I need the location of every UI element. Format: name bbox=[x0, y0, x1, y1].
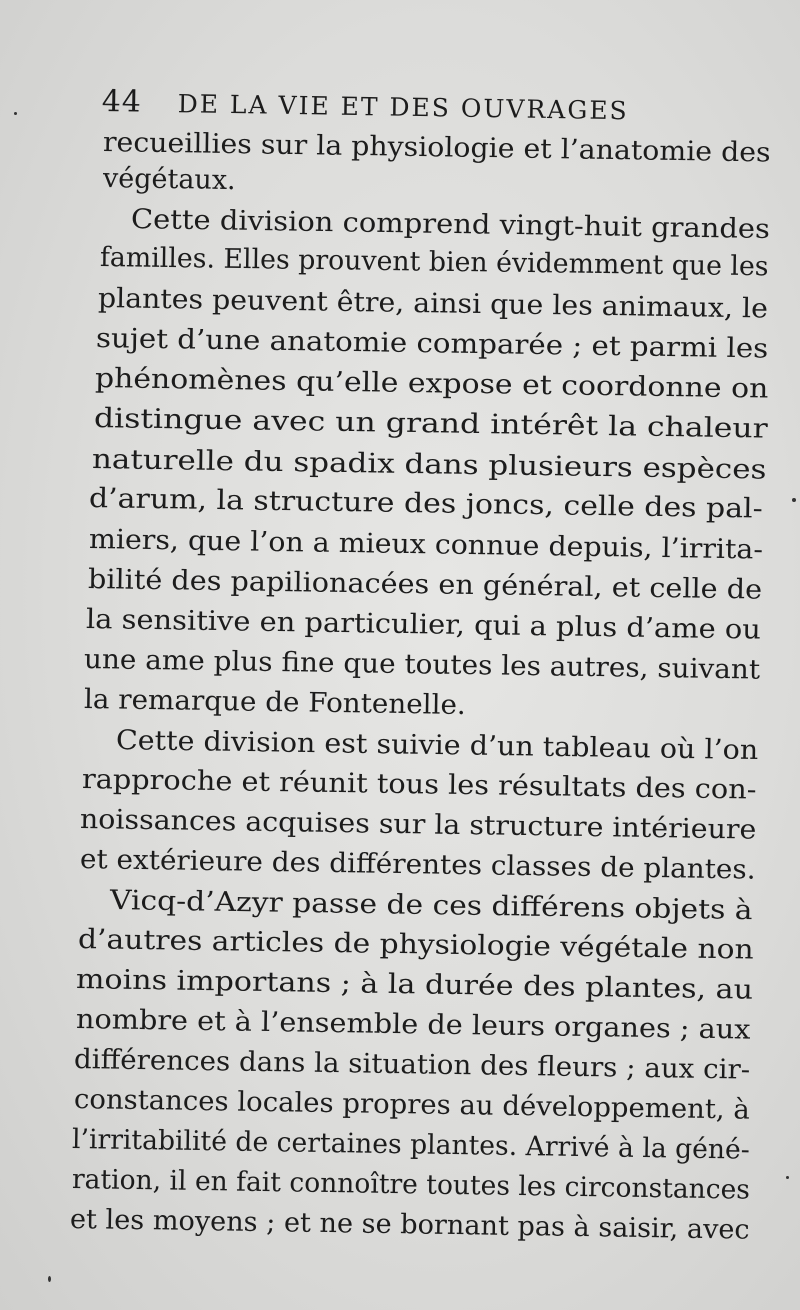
text-line: moins importans ; à la durée des plantes, au bbox=[75, 964, 754, 1006]
text-line: recueillies sur la physiologie et l’anatomie des bbox=[102, 127, 771, 169]
text-line: une ame plus fine que toutes les autres, suivant bbox=[83, 644, 761, 686]
text-line: nombre et à l’ensemble de leurs organes ; aux bbox=[75, 1004, 751, 1046]
running-title: DE LA VIE ET DES OUVRAGES bbox=[177, 89, 629, 126]
text-line: la remarque de Fontenelle. bbox=[83, 684, 467, 721]
text-line: végétaux. bbox=[102, 163, 236, 197]
text-line: sujet d’une anatomie comparée ; et parmi les bbox=[95, 323, 769, 365]
text-line: naturelle du spadix dans plusieurs espèces bbox=[91, 444, 767, 486]
text-line: Cette division comprend vingt-huit grandes bbox=[130, 204, 771, 246]
text-line: différences dans la situation des fleurs ; aux cir- bbox=[73, 1044, 751, 1086]
text-line: et extérieure des différentes classes de plantes. bbox=[79, 844, 756, 886]
text-line: Cette division est suivie d’un tableau où l’on bbox=[115, 725, 759, 767]
text-line: noissances acquises sur la structure intérieure bbox=[79, 804, 757, 846]
text-line: constances locales propres au développement, à bbox=[73, 1084, 750, 1126]
text-line: distingue avec un grand intérêt la chaleur bbox=[93, 403, 768, 445]
text-line: rapproche et réunit tous les résultats des con- bbox=[81, 764, 757, 806]
text-line: d’autres articles de physiologie végétale non bbox=[77, 924, 754, 966]
page-number: 44 bbox=[101, 84, 143, 120]
text-line: miers, que l’on a mieux connue depuis, l’irrita- bbox=[88, 524, 764, 566]
text-line: familles. Elles prouvent bien évidemment que les bbox=[99, 242, 769, 283]
text-line: la sensitive en particulier, qui a plus d’ame ou bbox=[85, 604, 762, 646]
text-line: Vicq-d’Azyr passe de ces différens objets à bbox=[109, 885, 753, 927]
text-line: bilité des papilionacées en général, et celle de bbox=[87, 564, 763, 606]
text-line: et les moyens ; et ne se bornant pas à saisir, avec bbox=[69, 1204, 750, 1246]
text-line: ration, il en fait connoître toutes les circonstances bbox=[71, 1164, 751, 1206]
text-line: plantes peuvent être, ainsi que les animaux, le bbox=[97, 283, 769, 325]
text-line: phénomènes qu’elle expose et coordonne on bbox=[94, 363, 769, 405]
text-line: l’irritabilité de certaines plantes. Arrivé à la géné- bbox=[71, 1124, 751, 1166]
text-line: d’arum, la structure des joncs, celle des pal- bbox=[88, 483, 763, 525]
